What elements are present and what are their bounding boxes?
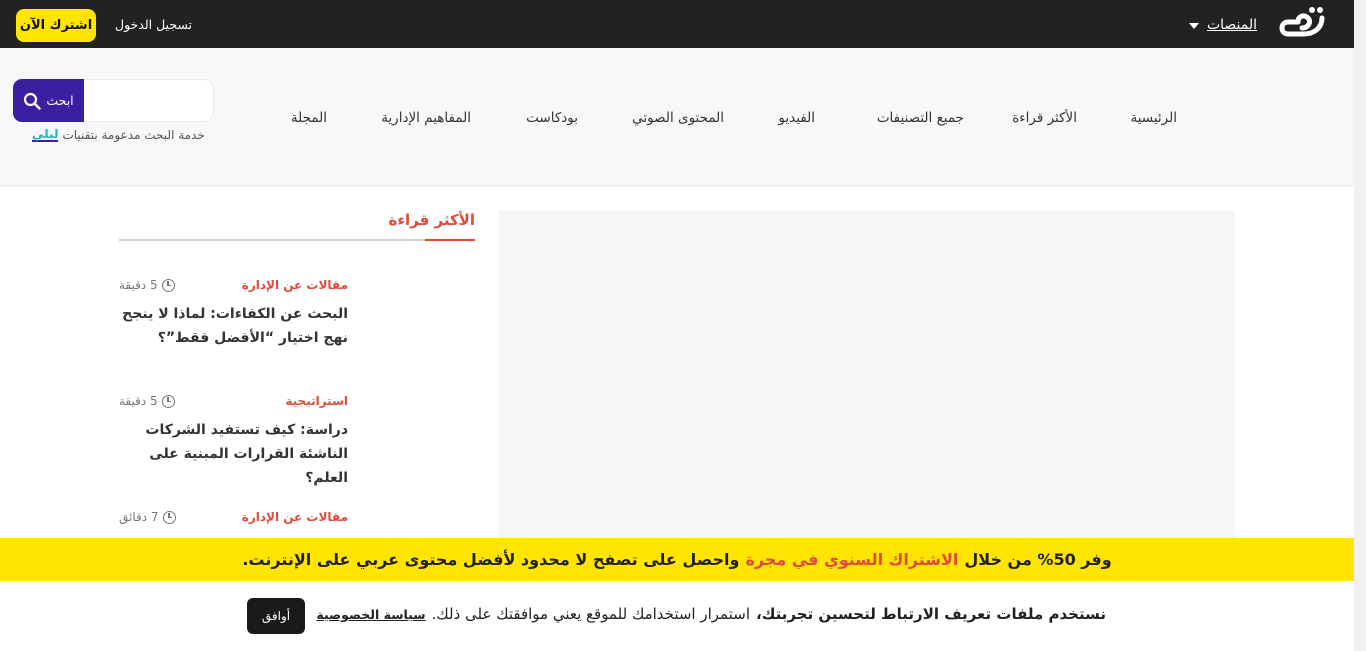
nav-item-podcast[interactable]: بودكاست (526, 110, 578, 126)
search-button[interactable] (13, 79, 84, 122)
promo-text-end: واحصل على تصفح لا محدود لأفضل محتوى عربي على الإنترنت. (242, 550, 740, 569)
search-icon (23, 92, 41, 110)
main-nav (0, 48, 1354, 186)
cookie-message-text: استمرار استخدامك للموقع يعني موافقتك على ذلك. (431, 605, 750, 623)
chevron-down-icon (1189, 23, 1199, 29)
nav-item-video[interactable]: الفيديو (778, 110, 815, 126)
article-category[interactable]: مقالات عن الإدارة (241, 278, 348, 292)
most-read-heading: الأكثر قراءة (388, 211, 475, 229)
platforms-label: المنصات (1206, 17, 1257, 33)
clock-icon (163, 511, 176, 524)
login-link[interactable]: تسجيل الدخول (115, 17, 193, 32)
list-item[interactable] (119, 278, 348, 350)
read-time-value: 7 دقائق (119, 510, 159, 524)
article-category[interactable]: استراتيجية (285, 394, 348, 408)
read-time (119, 394, 175, 408)
nav-item-concepts[interactable]: المفاهيم الإدارية (381, 110, 471, 126)
nav-item-magazine[interactable]: المجلة (290, 110, 327, 126)
featured-image-placeholder (499, 210, 1235, 590)
search-powered-note (32, 128, 205, 142)
top-bar (0, 0, 1354, 48)
search-box (13, 79, 214, 122)
subscribe-button[interactable]: اشترك الآن (16, 9, 96, 42)
read-time-value: 5 دقيقة (119, 394, 158, 408)
article-category[interactable]: مقالات عن الإدارة (241, 510, 348, 524)
read-time (119, 510, 176, 524)
nav-item-audio[interactable]: المحتوى الصوتي (632, 110, 724, 126)
cookie-consent-bar (0, 581, 1354, 651)
read-time (119, 278, 175, 292)
scrollbar[interactable] (1354, 0, 1366, 651)
cookie-message-bold: نستخدم ملفات تعريف الارتباط لتحسين تجربتك، (756, 605, 1106, 623)
clock-icon (162, 395, 175, 408)
search-input[interactable] (83, 80, 213, 121)
cookie-message (316, 605, 1106, 623)
platforms-dropdown[interactable] (1189, 17, 1257, 33)
majarra-logo[interactable] (1278, 4, 1326, 40)
agree-button[interactable]: أوافق (247, 598, 305, 634)
promo-text-start: وفر 50% من خلال (964, 550, 1112, 569)
article-title[interactable]: البحث عن الكفاءات: لماذا لا ينجح نهج اختيار “الأفضل فقط”؟ (122, 306, 348, 346)
list-item[interactable] (119, 394, 348, 490)
article-title[interactable]: دراسة: كيف تستفيد الشركات الناشئة القرارات المبنية على العلم؟ (145, 422, 348, 486)
list-item[interactable] (119, 510, 348, 534)
read-time-value: 5 دقيقة (119, 278, 158, 292)
promo-banner[interactable] (0, 538, 1354, 581)
nav-item-home[interactable]: الرئيسية (1130, 110, 1177, 126)
nav-item-all-categories[interactable]: جميع التصنيفات (876, 110, 964, 126)
privacy-policy-link[interactable]: سياسة الخصوصية (316, 607, 426, 622)
divider (119, 239, 475, 241)
powered-brand-logo: لبلي (32, 127, 59, 141)
promo-highlight: الاشتراك السنوي في مجرة (745, 550, 959, 569)
heading-underline (425, 239, 475, 241)
powered-text: خدمة البحث مدعومة بتقنيات (62, 128, 205, 142)
nav-item-most-read[interactable]: الأكثر قراءة (1012, 110, 1077, 126)
search-button-label: ابحث (46, 93, 74, 108)
clock-icon (162, 279, 175, 292)
